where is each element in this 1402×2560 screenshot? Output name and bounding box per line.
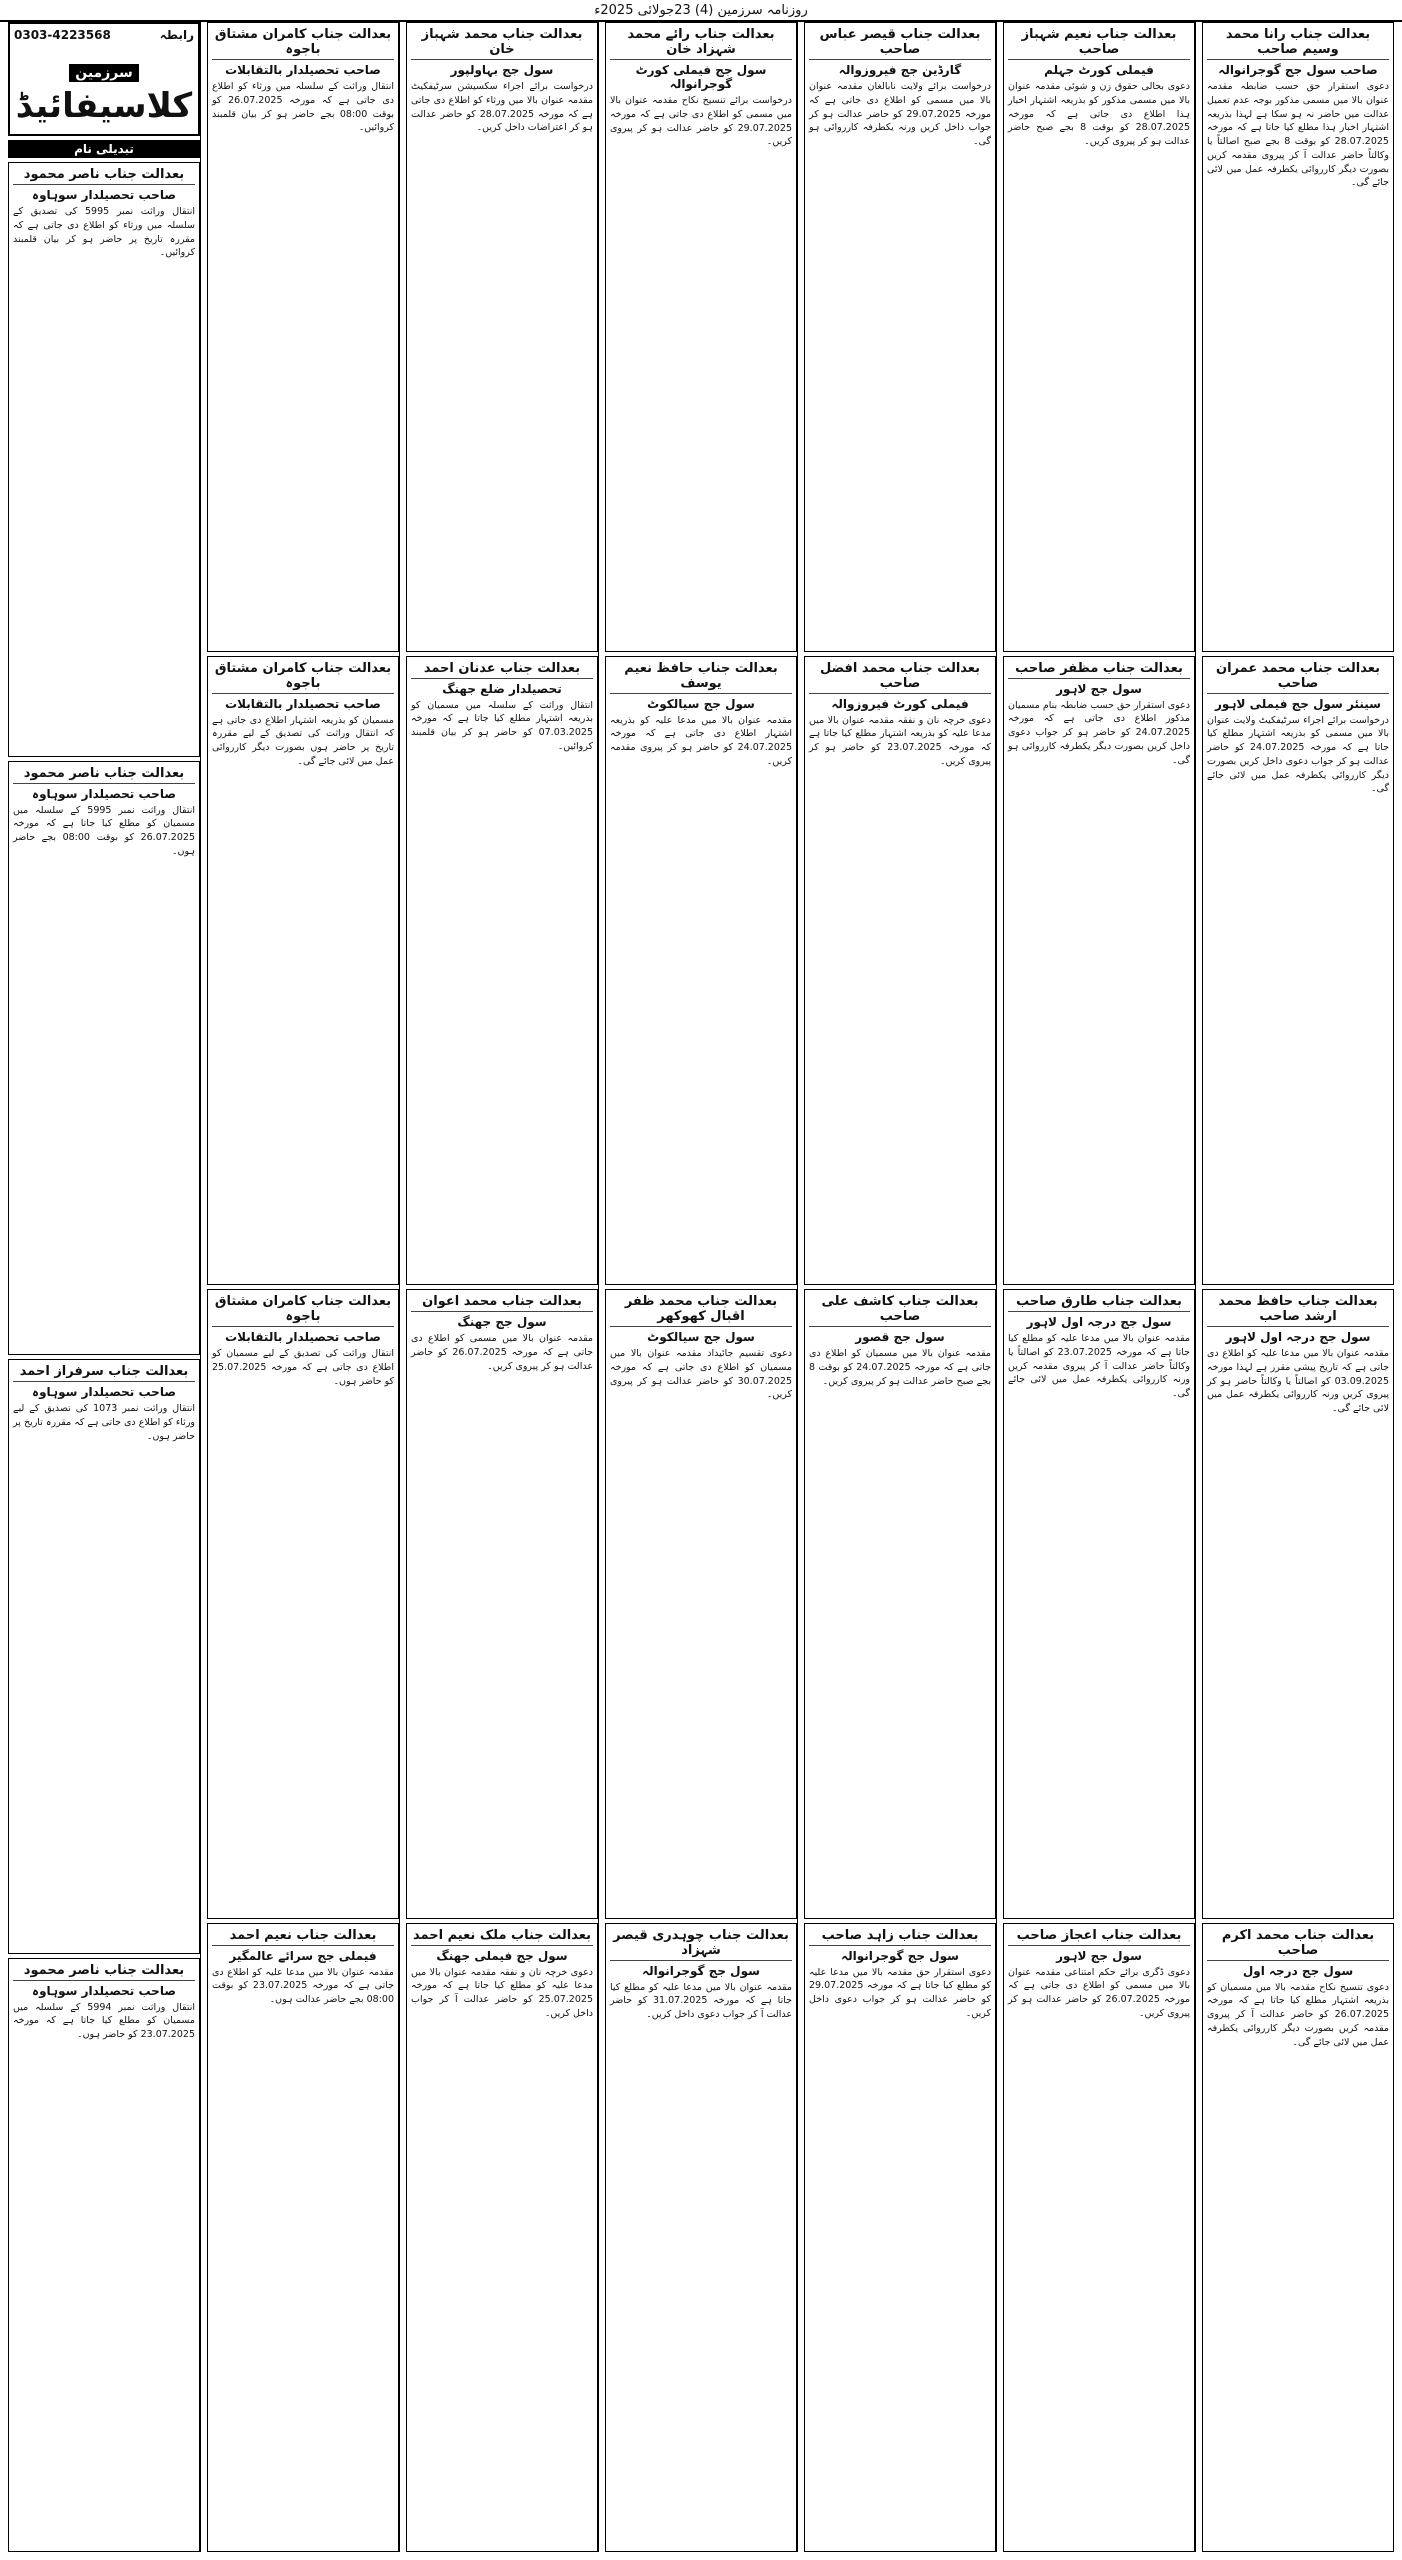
- notice-judge-title: سول جج درجہ اول: [1242, 1963, 1354, 1978]
- notice-body: انتقال وراثت نمبر 5995 کی تصدیق کے سلسلہ میں ورثاء کو اطلاع دی جاتی ہے کہ مقررہ تاریخ پر حاضر ہو کر بیان قلمبند کروائیں۔: [13, 206, 195, 259]
- notice-court-title: بعدالت جناب ملک نعیم احمد: [411, 1928, 593, 1946]
- court-notice: [1202, 22, 1394, 652]
- notice-judge-title: تحصیلدار ضلع جھنگ: [442, 681, 562, 696]
- notice-court-title: بعدالت جناب محمد اعوان: [411, 1294, 593, 1312]
- court-notice: [207, 22, 399, 652]
- notice-court-title: بعدالت جناب اعجاز صاحب: [1008, 1928, 1190, 1946]
- notice-judge-title: سول جج لاہور: [1056, 681, 1142, 696]
- notice-body: مقدمہ عنوان بالا میں مسمی کو اطلاع دی جاتی ہے کہ مورخہ 26.07.2025 کو حاضر عدالت ہو کر پیروی کریں۔: [411, 1333, 593, 1372]
- notice-body: دعوی تقسیم جائیداد مقدمہ عنوان بالا میں مسمیان کو اطلاع دی جاتی ہے کہ مورخہ 30.07.2025 کو حاضر عدالت ہو کر پیروی کریں۔: [610, 1348, 792, 1401]
- notice-judge-title: سول جج درجہ اول لاہور: [1225, 1330, 1371, 1344]
- phone-number: 0303-4223568: [14, 28, 111, 42]
- notice-court-title: بعدالت جناب عدنان احمد: [411, 661, 593, 679]
- court-notice: [1202, 656, 1394, 1286]
- notice-judge-title: فیملی کورٹ جہلم: [1044, 63, 1154, 77]
- name-change-tag: تبدیلی نام: [8, 140, 200, 158]
- notice-body: انتقال وراثت کے سلسلہ میں ورثاء کو اطلاع دی جاتی ہے کہ مورخہ 26.07.2025 کو بوقت 08:00 بجے حاضر ہو کر بیان قلمبند کروائیں۔: [212, 81, 395, 134]
- notice-judge-title: سول جج لاہور: [1056, 1948, 1142, 1963]
- court-notice: [1202, 1289, 1394, 1919]
- notice-court-title: بعدالت جناب محمد افضل صاحب: [809, 661, 991, 694]
- notice-body: انتقال وراثت نمبر 1073 کی تصدیق کے لیے ورثاء کو اطلاع دی جاتی ہے کہ مقررہ تاریخ پر حاضر ہوں۔: [13, 1403, 195, 1442]
- court-notice: [605, 656, 797, 1286]
- notice-court-title: بعدالت جناب کامران مشتاق باجوہ: [212, 27, 394, 60]
- notice-court-title: بعدالت جناب محمد عمران صاحب: [1207, 661, 1389, 694]
- court-notice: [207, 1289, 399, 1919]
- notice-judge-title: صاحب تحصیلدار سوہاوہ: [32, 786, 176, 801]
- court-notice: [406, 1289, 598, 1919]
- notice-judge-title: سول جج قصور: [855, 1330, 945, 1344]
- column-1: [1202, 22, 1394, 2552]
- notice-judge-title: سول جج گوجرانوالہ: [841, 1948, 959, 1963]
- column-7: [8, 22, 201, 2552]
- column-6: [207, 22, 400, 2552]
- court-notice: [605, 1289, 797, 1919]
- notice-court-title: بعدالت جناب محمد اکرم صاحب: [1207, 1928, 1389, 1961]
- notice-court-title: بعدالت جناب ناصر محمود: [13, 1963, 195, 1981]
- notice-judge-title: صاحب تحصیلدار سوہاوہ: [32, 188, 176, 202]
- column-2: [1003, 22, 1196, 2552]
- notice-court-title: بعدالت جناب چوہدری قیصر شہزاد: [610, 1928, 792, 1961]
- notice-judge-title: سول جج بہاولپور: [450, 63, 554, 77]
- court-notice: [207, 1923, 399, 2553]
- notice-body: دعوی ڈگری برائے حکم امتناعی مقدمہ عنوان بالا میں مسمی کو اطلاع دی جاتی ہے کہ مورخہ 26.07.2025 کو حاضر عدالت ہو کر پیروی کریں۔: [1008, 1966, 1190, 2019]
- court-notice: [1202, 1923, 1394, 2553]
- court-notice: [8, 162, 200, 757]
- notice-judge-title: سول جج فیملی کورٹ گوجرانوالہ: [635, 63, 767, 91]
- court-notice: [804, 22, 996, 652]
- notice-court-title: بعدالت جناب محمد شہباز خان: [411, 27, 593, 60]
- notice-court-title: بعدالت جناب سرفراز احمد: [13, 1364, 195, 1382]
- court-notice: [406, 1923, 598, 2553]
- notice-body: دعوی خرچہ نان و نفقہ مقدمہ عنوان بالا میں مدعا علیہ کو مطلع کیا جاتا ہے کہ مورخہ 25.07.2025 کو حاضر عدالت آ کر جواب داخل کریں۔: [411, 1966, 593, 2019]
- court-notice: [1003, 1289, 1195, 1919]
- notice-judge-title: گارڈین جج فیروزوالہ: [838, 63, 962, 77]
- notice-court-title: بعدالت جناب کامران مشتاق باجوہ: [212, 1294, 394, 1327]
- notice-body: دعوی استقرار حق حسب ضابطہ بنام مسمیان مذکور اطلاع دی جاتی ہے کہ مورخہ 24.07.2025 کو حاضر ہو کر جواب دعوی داخل کریں بصورت دیگر یکطرفہ کارروائی ہو گی۔: [1008, 699, 1190, 766]
- court-notice: [8, 1958, 200, 2553]
- court-notice: [804, 1289, 996, 1919]
- notice-judge-title: سول جج فیملی جھنگ: [436, 1948, 568, 1963]
- notice-court-title: بعدالت جناب حافظ نعیم یوسف: [610, 661, 792, 694]
- notice-judge-title: صاحب تحصیلدار سوہاوہ: [32, 1983, 176, 1998]
- notice-body: دعوی استقرار حق حسب ضابطہ مقدمہ عنوان بالا میں مسمی مذکور بوجہ عدم تعمیل عدالت میں حاضر نہ ہو سکا ہے لہذا بذریعہ اشتہار اخبار ہذا مطلع کیا جاتا ہے کہ مورخہ 28.07.2025 کو بوقت 8 بجے صبح اصالتاً یا وکالتاً حاضر عدالت آ کر پیروی مقدمہ کریں بصورت دیگر کارروائی یکطرفہ عمل میں لائی جائے گی۔: [1207, 81, 1389, 189]
- notice-body: درخواست برائے تنسیخ نکاح مقدمہ عنوان بالا میں مسمی کو اطلاع دی جاتی ہے کہ مورخہ 29.07.2025 کو حاضر عدالت ہو کر پیروی کریں۔: [610, 95, 792, 148]
- notice-judge-title: صاحب تحصیلدار بالتقابلات: [225, 1330, 381, 1344]
- notice-body: انتقال وراثت کی تصدیق کے لیے مسمیان کو اطلاع دی جاتی ہے کہ مورخہ 25.07.2025 کو حاضر ہوں۔: [212, 1348, 394, 1387]
- notice-judge-title: سول جج سیالکوٹ: [647, 696, 755, 711]
- notice-body: دعوی بحالی حقوق زن و شوئی مقدمہ عنوان بالا میں مسمی مذکور کو بذریعہ اشتہار اخبار ہذا اطلاع دی جاتی ہے کہ مورخہ 28.07.2025 کو بوقت 8 بجے صبح حاضر عدالت ہو کر پیروی کریں۔: [1008, 81, 1190, 148]
- notice-judge-title: سول جج گوجرانوالہ: [642, 1963, 760, 1978]
- court-notice: [207, 656, 399, 1286]
- notice-body: مقدمہ عنوان بالا میں مدعا علیہ کو اطلاع دی جاتی ہے کہ تاریخ پیشی مقرر ہے لہذا مورخہ 03.09.2025 کو اصالتاً یا وکالتاً حاضر ہو کر پیروی کریں ورنہ کارروائی یکطرفہ عمل میں لائی جائے گی۔: [1207, 1348, 1389, 1415]
- notice-body: مقدمہ عنوان بالا میں مدعا علیہ کو مطلع کیا جاتا ہے کہ مورخہ 31.07.2025 کو حاضر عدالت آ کر جواب دعوی داخل کریں۔: [610, 1981, 792, 2021]
- date-line: روزنامہ سرزمین (4) 23جولائی 2025ء: [0, 0, 1402, 22]
- classified-title: کلاسیفائیڈ: [15, 86, 193, 126]
- notice-judge-title: سول جج سیالکوٹ: [647, 1330, 755, 1344]
- notice-court-title: بعدالت جناب مظفر صاحب: [1008, 661, 1190, 679]
- notice-judge-title: صاحب تحصیلدار بالتقابلات: [225, 696, 381, 711]
- court-notice: [8, 1359, 200, 1954]
- notice-court-title: بعدالت جناب محمد ظفر اقبال کھوکھر: [610, 1294, 792, 1327]
- notice-court-title: بعدالت جناب رائے محمد شہزاد خان: [610, 27, 792, 60]
- column-3: [804, 22, 997, 2552]
- notice-judge-title: صاحب تحصیلدار سوہاوہ: [32, 1385, 176, 1399]
- court-notice: [605, 1923, 797, 2553]
- notice-court-title: بعدالت جناب ناصر محمود: [13, 167, 195, 185]
- notice-court-title: بعدالت جناب قیصر عباس صاحب: [809, 27, 991, 60]
- notice-judge-title: سول جج جھنگ: [457, 1315, 547, 1329]
- court-notice: [1003, 22, 1195, 652]
- notice-judge-title: صاحب تحصیلدار بالتقابلات: [225, 63, 381, 77]
- contact-label: رابطہ: [159, 28, 194, 42]
- notice-judge-title: فیملی کورٹ فیروزوالہ: [831, 696, 969, 711]
- court-notice: [406, 22, 598, 652]
- notice-judge-title: سول جج درجہ اول لاہور: [1026, 1315, 1172, 1329]
- column-4: [605, 22, 798, 2552]
- notice-body: دعوی استقرار حق مقدمہ بالا میں مدعا علیہ کو مطلع کیا جاتا ہے کہ مورخہ 29.07.2025 کو حاضر عدالت ہو کر جواب دعوی داخل کریں۔: [809, 1966, 991, 2019]
- court-notice: [1003, 656, 1195, 1286]
- notice-court-title: بعدالت جناب ناصر محمود: [13, 766, 195, 784]
- masthead: [8, 22, 200, 136]
- court-notice: [804, 1923, 996, 2553]
- court-notice: [605, 22, 797, 652]
- court-notice: [1003, 1923, 1195, 2553]
- notice-judge-title: صاحب سول جج گوجرانوالہ: [1218, 63, 1378, 77]
- court-notice: [8, 761, 200, 1356]
- notice-body: مقدمہ عنوان بالا میں مدعا علیہ کو اطلاع دی جاتی ہے کہ مورخہ 23.07.2025 کو بوقت 08:00 بجے حاضر عدالت ہوں۔: [212, 1966, 394, 2006]
- notice-court-title: بعدالت جناب کامران مشتاق باجوہ: [212, 661, 394, 694]
- notice-body: درخواست برائے ولایت نابالغان مقدمہ عنوان بالا میں مسمی کو اطلاع دی جاتی ہے کہ مورخہ 29.07.2025 کو حاضر عدالت ہو کر جواب داخل کریں ورنہ یکطرفہ کارروائی ہو گی۔: [809, 81, 991, 148]
- notice-body: مقدمہ عنوان بالا میں مسمیان کو اطلاع دی جاتی ہے کہ مورخہ 24.07.2025 کو بوقت 8 بجے صبح حاضر عدالت ہو کر پیروی کریں۔: [809, 1348, 991, 1387]
- notice-body: مسمیان کو بذریعہ اشتہار اطلاع دی جاتی ہے کہ انتقال وراثت کی تصدیق کے لیے مقررہ تاریخ پر حاضر ہوں بصورت دیگر کارروائی عمل میں لائی جائے گی۔: [212, 714, 394, 767]
- notice-court-title: بعدالت جناب رانا محمد وسیم صاحب: [1207, 27, 1389, 60]
- notice-judge-title: سینئر سول جج فیملی لاہور: [1215, 696, 1381, 711]
- court-notice: [804, 656, 996, 1286]
- notice-body: مقدمہ عنوان بالا میں مدعا علیہ کو بذریعہ اشتہار اطلاع دی جاتی ہے کہ مورخہ 24.07.2025 کو حاضر ہو کر پیروی مقدمہ کریں۔: [610, 714, 792, 767]
- court-notice: [406, 656, 598, 1286]
- column-5: [406, 22, 599, 2552]
- notice-court-title: بعدالت جناب طارق صاحب: [1008, 1294, 1190, 1312]
- notice-body: مقدمہ عنوان بالا میں مدعا علیہ کو مطلع کیا جاتا ہے کہ مورخہ 23.07.2025 کو اصالتاً یا وکالتاً حاضر عدالت آ کر پیروی مقدمہ کریں ورنہ کارروائی یکطرفہ عمل میں لائی جائے گی۔: [1008, 1333, 1190, 1400]
- notice-judge-title: فیملی جج سرائے عالمگیر: [229, 1948, 377, 1963]
- notice-body: درخواست برائے اجراء سرٹیفکیٹ ولایت عنوان بالا میں مسمی کو بذریعہ اشتہار مطلع کیا جاتا ہے کہ مورخہ 24.07.2025 کو حاضر عدالت ہو کر جواب دعوی داخل کریں بصورت دیگر کارروائی یکطرفہ عمل میں لائی جائے گی۔: [1207, 714, 1389, 795]
- notice-body: انتقال وراثت نمبر 5994 کے سلسلہ میں مسمیان کو مطلع کیا جاتا ہے کہ مورخہ 23.07.2025 کو حاضر ہوں۔: [13, 2001, 195, 2041]
- brand-name: سرزمین: [69, 64, 139, 82]
- notice-body: دعوی خرچہ نان و نفقہ مقدمہ عنوان بالا میں مدعا علیہ کو بذریعہ اشتہار مطلع کیا جاتا ہے کہ مورخہ 23.07.2025 کو حاضر ہو کر پیروی کریں۔: [809, 714, 991, 767]
- notice-body: انتقال وراثت کے سلسلہ میں مسمیان کو بذریعہ اشتہار مطلع کیا جاتا ہے کہ مورخہ 07.03.2025 کو حاضر ہو کر بیان قلمبند کروائیں۔: [411, 699, 593, 752]
- notice-court-title: بعدالت جناب حافظ محمد ارشد صاحب: [1207, 1294, 1389, 1327]
- classified-columns: [8, 22, 1394, 2552]
- notice-court-title: بعدالت جناب نعیم احمد: [212, 1928, 394, 1946]
- notice-court-title: بعدالت جناب کاشف علی صاحب: [809, 1294, 991, 1327]
- notice-body: دعوی تنسیخ نکاح مقدمہ بالا میں مسمیان کو بذریعہ اشتہار مطلع کیا جاتا ہے کہ مورخہ 26.07.2025 کو حاضر عدالت آ کر پیروی مقدمہ کریں بصورت دیگر کارروائی یکطرفہ عمل میں لائی جائے گی۔: [1207, 1981, 1389, 2048]
- notice-court-title: بعدالت جناب زاہد صاحب: [809, 1928, 991, 1946]
- notice-body: انتقال وراثت نمبر 5995 کے سلسلہ میں مسمیان کو مطلع کیا جاتا ہے کہ مورخہ 26.07.2025 کو بوقت 08:00 بجے حاضر ہوں۔: [13, 804, 195, 857]
- notice-body: درخواست برائے اجراء سکسیشن سرٹیفکیٹ مقدمہ عنوان بالا میں ورثاء کو اطلاع دی جاتی ہے کہ مورخہ 28.07.2025 کو حاضر عدالت ہو کر اعتراضات داخل کریں۔: [411, 81, 593, 134]
- notice-court-title: بعدالت جناب نعیم شہباز صاحب: [1008, 27, 1190, 60]
